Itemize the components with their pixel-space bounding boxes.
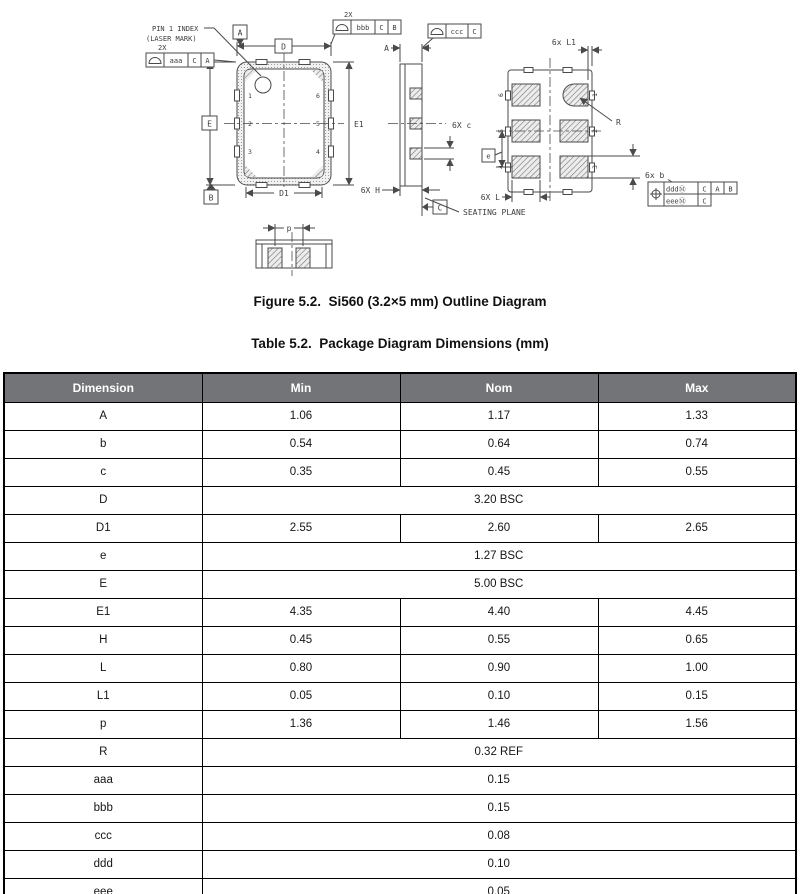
max-cell: 1.00 — [598, 654, 796, 682]
table-row — [4, 542, 796, 570]
front-view — [146, 11, 401, 204]
qty-label: 2X — [344, 11, 353, 19]
dimension-cell: D1 — [4, 514, 202, 542]
table-caption: Table 5.2. Package Diagram Dimensions (mm) — [251, 336, 549, 351]
dim-label-e: e — [486, 152, 491, 161]
value-cell-span: 0.32 REF — [202, 738, 796, 766]
table-row — [4, 766, 796, 794]
max-cell: 0.15 — [598, 682, 796, 710]
dimension-cell: L — [4, 654, 202, 682]
header-min: Min — [202, 373, 400, 402]
datum-B — [204, 184, 218, 205]
svg-text:dddⓂ — [666, 185, 686, 194]
min-cell: 2.55 — [202, 514, 400, 542]
dimension-cell: c — [4, 458, 202, 486]
dimension-cell: E1 — [4, 598, 202, 626]
max-cell: 0.65 — [598, 626, 796, 654]
dim-label-6xc: 6X c — [452, 121, 472, 130]
dimension-cell: ddd — [4, 850, 202, 878]
figure-caption: Figure 5.2. Si560 (3.2×5 mm) Outline Diagram — [253, 294, 547, 309]
outline-diagram-svg — [0, 0, 800, 285]
dimension-cell: bbb — [4, 794, 202, 822]
svg-text:eeeⓂ — [666, 197, 686, 206]
nom-cell: 1.46 — [400, 710, 598, 738]
dimensions-table — [3, 372, 797, 894]
dim-c — [424, 121, 471, 171]
pin1-index-label: PIN 1 INDEX — [152, 25, 199, 33]
pad-number: 1 — [591, 93, 599, 97]
header-dimension: Dimension — [4, 373, 202, 402]
dim-label-A: A — [384, 44, 389, 53]
value-cell-span: 5.00 BSC — [202, 570, 796, 598]
tol-label: bbb — [356, 24, 370, 32]
dimension-cell: e — [4, 542, 202, 570]
min-cell: 0.80 — [202, 654, 400, 682]
min-cell: 0.45 — [202, 626, 400, 654]
datum-A — [233, 25, 247, 46]
end-view — [256, 221, 332, 276]
pin-number: 6 — [316, 92, 320, 100]
ref-label: C — [702, 185, 707, 194]
dimension-cell: E — [4, 570, 202, 598]
fcf-bbb — [331, 11, 401, 44]
tol-label: ccc — [450, 28, 464, 36]
pin-number: 1 — [248, 92, 252, 100]
table-row — [4, 738, 796, 766]
dimension-cell: H — [4, 626, 202, 654]
table-row — [4, 402, 796, 430]
max-cell: 0.55 — [598, 458, 796, 486]
mmc-modifier-icon: Ⓜ — [678, 185, 686, 194]
ref-label: C — [472, 28, 477, 36]
value-cell-span: 3.20 BSC — [202, 486, 796, 514]
dim-label-p: p — [286, 224, 292, 233]
nom-cell: 0.45 — [400, 458, 598, 486]
dim-label-E1: E1 — [354, 120, 364, 129]
pin-number: 3 — [248, 148, 252, 156]
pin-number: 4 — [316, 148, 320, 156]
table-row — [4, 430, 796, 458]
outline-diagram — [0, 0, 800, 285]
dim-label-6xh: 6X H — [360, 186, 380, 195]
pin-number: 5 — [316, 120, 320, 128]
ref-label: C — [379, 24, 384, 32]
min-cell: 4.35 — [202, 598, 400, 626]
dim-D — [237, 39, 331, 56]
min-cell: 0.54 — [202, 430, 400, 458]
fcf-position — [648, 182, 737, 206]
pin1-mark-icon — [255, 77, 271, 93]
nom-cell: 2.60 — [400, 514, 598, 542]
table-row — [4, 598, 796, 626]
nom-cell: 0.55 — [400, 626, 598, 654]
dimension-cell: aaa — [4, 766, 202, 794]
value-cell-span: 0.05 — [202, 878, 796, 894]
table-header-row — [4, 373, 796, 402]
tol-label: ddd — [666, 185, 679, 194]
table-row — [4, 710, 796, 738]
header-max: Max — [598, 373, 796, 402]
datum-label-C: C — [437, 203, 443, 213]
dimension-cell: R — [4, 738, 202, 766]
dim-H — [361, 186, 440, 196]
table-row — [4, 822, 796, 850]
dimension-cell: ccc — [4, 822, 202, 850]
pin-number: 2 — [248, 120, 252, 128]
nom-cell: 1.17 — [400, 402, 598, 430]
pad-number: 3 — [591, 165, 599, 169]
ref-label: C — [702, 197, 707, 206]
nom-cell: 4.40 — [400, 598, 598, 626]
pin1-pad-d-shape — [563, 84, 588, 106]
table-row — [4, 654, 796, 682]
mmc-modifier-icon: Ⓜ — [678, 197, 686, 206]
table-row — [4, 514, 796, 542]
datum-label-B: B — [208, 193, 214, 203]
max-cell: 2.65 — [598, 514, 796, 542]
min-cell: 1.36 — [202, 710, 400, 738]
value-cell-span: 1.27 BSC — [202, 542, 796, 570]
min-cell: 0.05 — [202, 682, 400, 710]
table-row — [4, 570, 796, 598]
pad-number: 6 — [497, 93, 505, 97]
value-cell-span: 0.10 — [202, 850, 796, 878]
nom-cell: 0.10 — [400, 682, 598, 710]
table-row — [4, 486, 796, 514]
dim-label-R: R — [616, 118, 621, 127]
value-cell-span: 0.08 — [202, 822, 796, 850]
min-cell: 0.35 — [202, 458, 400, 486]
nom-cell: 0.64 — [400, 430, 598, 458]
fcf-aaa — [146, 44, 236, 67]
dimension-cell: b — [4, 430, 202, 458]
ref-label: C — [192, 57, 197, 65]
header-nom: Nom — [400, 373, 598, 402]
table-row — [4, 458, 796, 486]
tol-label: eee — [666, 197, 679, 206]
dimension-cell: L1 — [4, 682, 202, 710]
laser-mark-label: (LASER MARK) — [146, 35, 197, 43]
dim-D1 — [246, 187, 322, 198]
value-cell-span: 0.15 — [202, 794, 796, 822]
qty-label: 2X — [158, 44, 167, 52]
min-cell: 1.06 — [202, 402, 400, 430]
dim-label-6xl1: 6x L1 — [551, 38, 576, 47]
value-cell-span: 0.15 — [202, 766, 796, 794]
dim-label-6xl: 6X L — [480, 193, 500, 202]
ref-label: B — [728, 185, 733, 194]
ref-label: A — [205, 57, 210, 65]
dimension-cell: A — [4, 402, 202, 430]
nom-cell: 0.90 — [400, 654, 598, 682]
dimension-cell: D — [4, 486, 202, 514]
fcf-ccc — [423, 24, 481, 47]
max-cell: 0.74 — [598, 430, 796, 458]
max-cell: 1.56 — [598, 710, 796, 738]
table-row — [4, 878, 796, 894]
dim-label-E: E — [207, 119, 212, 129]
dim-label-6xb: 6x b — [645, 171, 665, 180]
max-cell: 4.45 — [598, 598, 796, 626]
datum-label-A: A — [237, 28, 243, 38]
seating-plane-label: SEATING PLANE — [463, 208, 526, 217]
ref-label: A — [715, 185, 720, 194]
table-row — [4, 850, 796, 878]
dimension-cell: eee — [4, 878, 202, 894]
pad-number: 2 — [591, 129, 599, 133]
pad-number: 4 — [497, 165, 505, 169]
dimension-cell: p — [4, 710, 202, 738]
table-row — [4, 626, 796, 654]
pad-number: 5 — [497, 129, 505, 133]
ref-label: B — [392, 24, 397, 32]
table-row — [4, 682, 796, 710]
dim-label-D: D — [281, 42, 286, 52]
dim-label-D1: D1 — [279, 189, 289, 198]
side-view — [361, 24, 526, 217]
dimensions-tbody — [4, 402, 796, 894]
tol-label: aaa — [169, 57, 183, 65]
table-row — [4, 794, 796, 822]
max-cell: 1.33 — [598, 402, 796, 430]
bottom-view — [481, 38, 737, 206]
